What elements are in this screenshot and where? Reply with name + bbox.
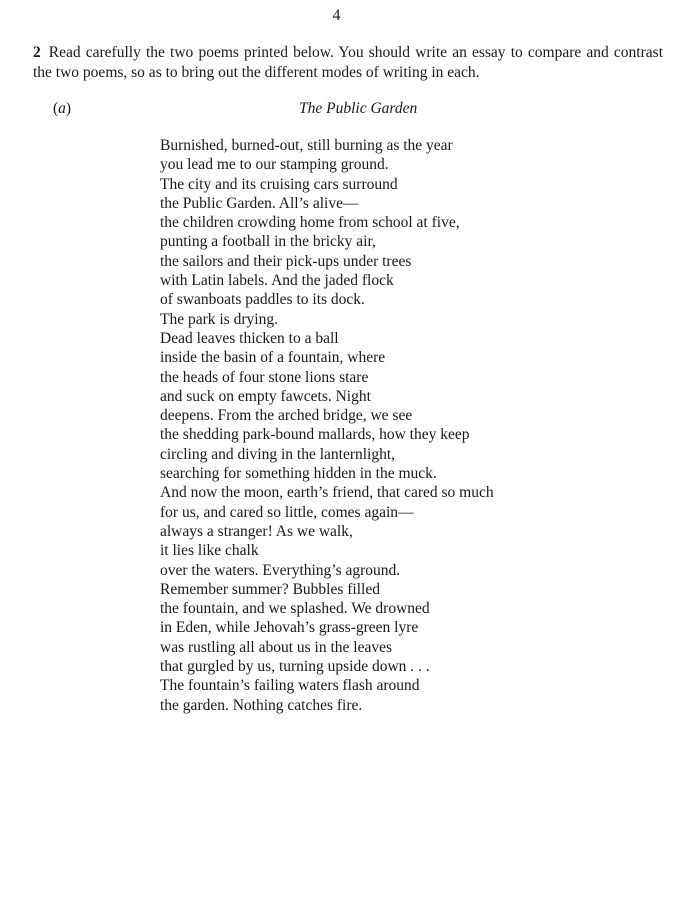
poem-line: in Eden, while Jehovah’s grass-green lyre <box>160 619 419 637</box>
poem-title: The Public Garden <box>299 100 418 117</box>
part-label-close: ) <box>65 100 72 117</box>
part-letter: a <box>58 100 66 117</box>
poem-line: circling and diving in the lanternlight, <box>160 445 396 463</box>
poem-line: of swanboats paddles to its dock. <box>160 291 365 309</box>
poem-line: the children crowding home from school at five, <box>160 214 460 232</box>
poem-line: and suck on empty fawcets. Night <box>160 387 371 405</box>
page-number: 4 <box>332 7 341 24</box>
question-number: 2 <box>33 44 41 61</box>
poem-line: the heads of four stone lions stare <box>160 368 369 386</box>
poem-line: always a stranger! As we walk, <box>160 522 353 540</box>
poem-line: The fountain’s failing waters flash around <box>160 677 420 695</box>
poem-line: Remember summer? Bubbles filled <box>160 580 380 598</box>
poem-line: it lies like chalk <box>160 542 259 560</box>
poem-line: punting a football in the bricky air, <box>160 233 376 251</box>
poem-line: Dead leaves thicken to a ball <box>160 329 339 347</box>
poem-line: over the waters. Everything’s aground. <box>160 561 401 579</box>
poem-line: for us, and cared so little, comes again— <box>160 503 414 521</box>
poem-line: searching for something hidden in the muck. <box>160 465 437 483</box>
poem-line: with Latin labels. And the jaded flock <box>160 272 394 290</box>
part-label-open: ( <box>53 100 59 117</box>
poem-body <box>160 136 494 715</box>
poem-line: was rustling all about us in the leaves <box>160 638 393 656</box>
question-prompt <box>33 43 663 83</box>
poem-line: And now the moon, earth’s friend, that cared so much <box>160 484 494 502</box>
poem-line: the sailors and their pick-ups under trees <box>160 252 412 270</box>
poem-line: the garden. Nothing catches fire. <box>160 696 363 714</box>
poem-line: the fountain, and we splashed. We drowned <box>160 600 430 618</box>
poem-line: the shedding park-bound mallards, how they keep <box>160 426 470 444</box>
poem-line: Burnished, burned-out, still burning as the year <box>160 137 453 154</box>
poem-line: that gurgled by us, turning upside down . . . <box>160 658 430 676</box>
poem-line: The city and its cruising cars surround <box>160 175 398 193</box>
question-text: Read carefully the two poems printed below. You should write an essay to compare and contrast the two poems, so as to bring out the different modes of writing in each. <box>33 44 663 81</box>
poem-line: inside the basin of a fountain, where <box>160 349 386 367</box>
poem-line: deepens. From the arched bridge, we see <box>160 407 413 425</box>
poem-line: you lead me to our stamping ground. <box>160 156 389 174</box>
poem-line: the Public Garden. All’s alive— <box>160 194 359 212</box>
part-label <box>53 100 71 118</box>
poem-line: The park is drying. <box>160 310 278 328</box>
